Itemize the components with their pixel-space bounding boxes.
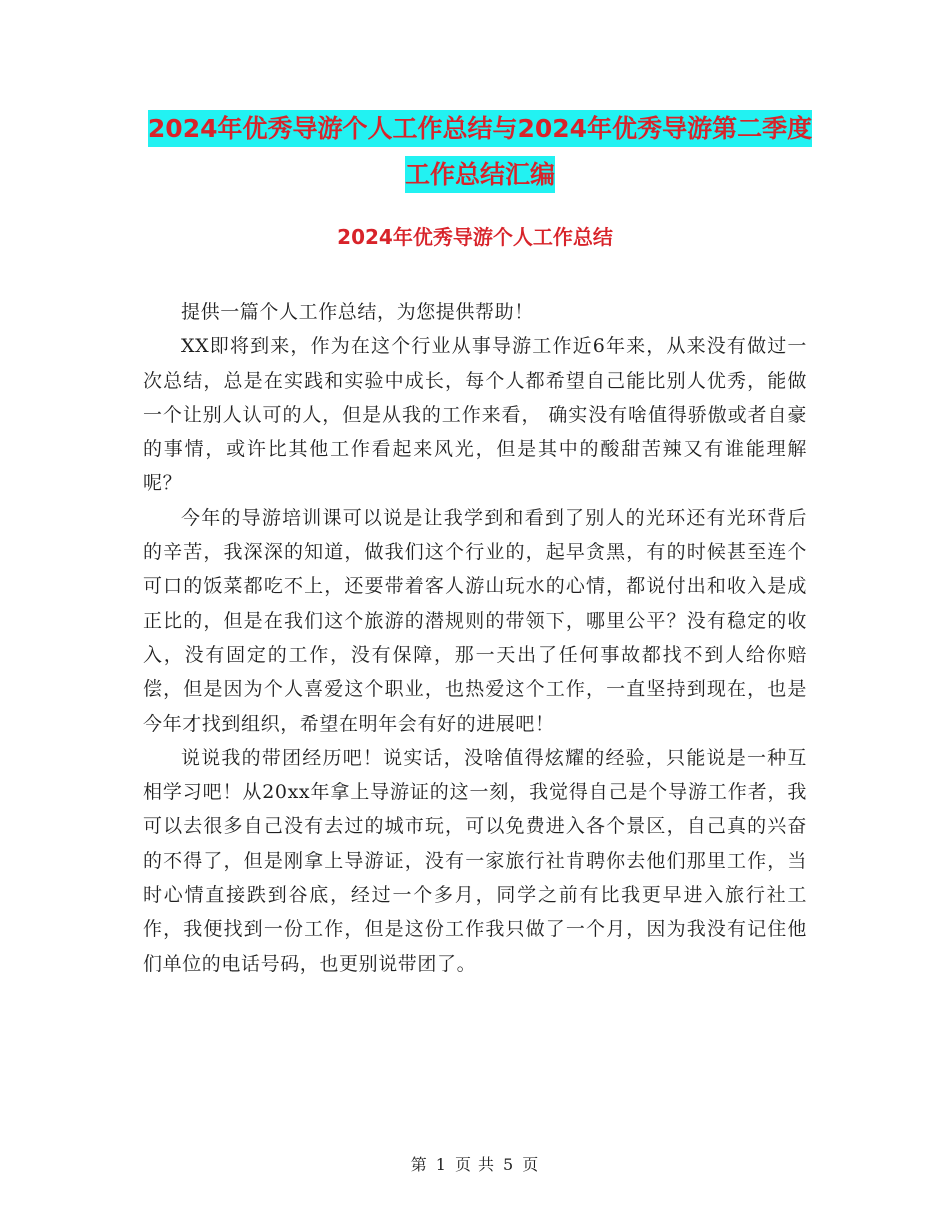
paragraph-3: 说说我的带团经历吧！说实话，没啥值得炫耀的经验，只能说是一种互相学习吧！从20xx年拿上导游证的这一刻，我觉得自己是个导游工作者，我可以去很多自己没有去过的城市玩，可以免费进入各个景区，自己真的兴奋的不得了，但是刚拿上导游证，没有一家旅行社肯聘你去他们那里工作，当时心情直接跌到谷底，经过一个多月，同学之前有比我更早进入旅行社工作，我便找到一份工作，但是这份工作我只做了一个月，因为我没有记住他们单位的电话号码，也更别说带团了。	[143, 746, 807, 975]
paragraph-1: XX即将到来，作为在这个行业从事导游工作近6年来，从来没有做过一次总结，总是在实践和实验中成长，每个人都希望自己能比别人优秀，能做一个让别人认可的人，但是从我的工作来看， 确实没有啥值得骄傲或者自豪的事情，或许比其他工作看起来风光，但是其中的酸甜苦辣又有谁能理解呢？	[143, 335, 807, 495]
paragraph-2: 今年的导游培训课可以说是让我学到和看到了别人的光环还有光环背后的辛苦，我深深的知道，做我们这个行业的，起早贪黑，有的时候甚至连个可口的饭菜都吃不上，还要带着客人游山玩水的心情，都说付出和收入是成正比的，但是在我们这个旅游的潜规则的带领下，哪里公平？没有稳定的收入，没有固定的工作，没有保障，那一天出了任何事故都找不到人给你赔偿，但是因为个人喜爱这个职业，也热爱这个工作，一直坚持到现在，也是今年才找到组织，希望在明年会有好的进展吧！	[143, 506, 807, 735]
footer-page-number: 1	[435, 1155, 447, 1174]
section-title: 2024年优秀导游个人工作总结	[337, 225, 613, 249]
page-footer	[0, 1153, 950, 1177]
footer-suffix: 页	[522, 1155, 540, 1174]
footer-prefix: 第	[410, 1155, 428, 1174]
paragraph-intro: 提供一篇个人工作总结，为您提供帮助！	[181, 301, 534, 323]
document-title-text: 2024年优秀导游个人工作总结与2024年优秀导游第二季度工作总结汇编	[148, 110, 812, 193]
footer-middle: 页 共	[454, 1155, 496, 1174]
document-title	[140, 106, 820, 198]
footer-total-pages: 5	[503, 1155, 515, 1174]
document-body	[143, 295, 807, 981]
